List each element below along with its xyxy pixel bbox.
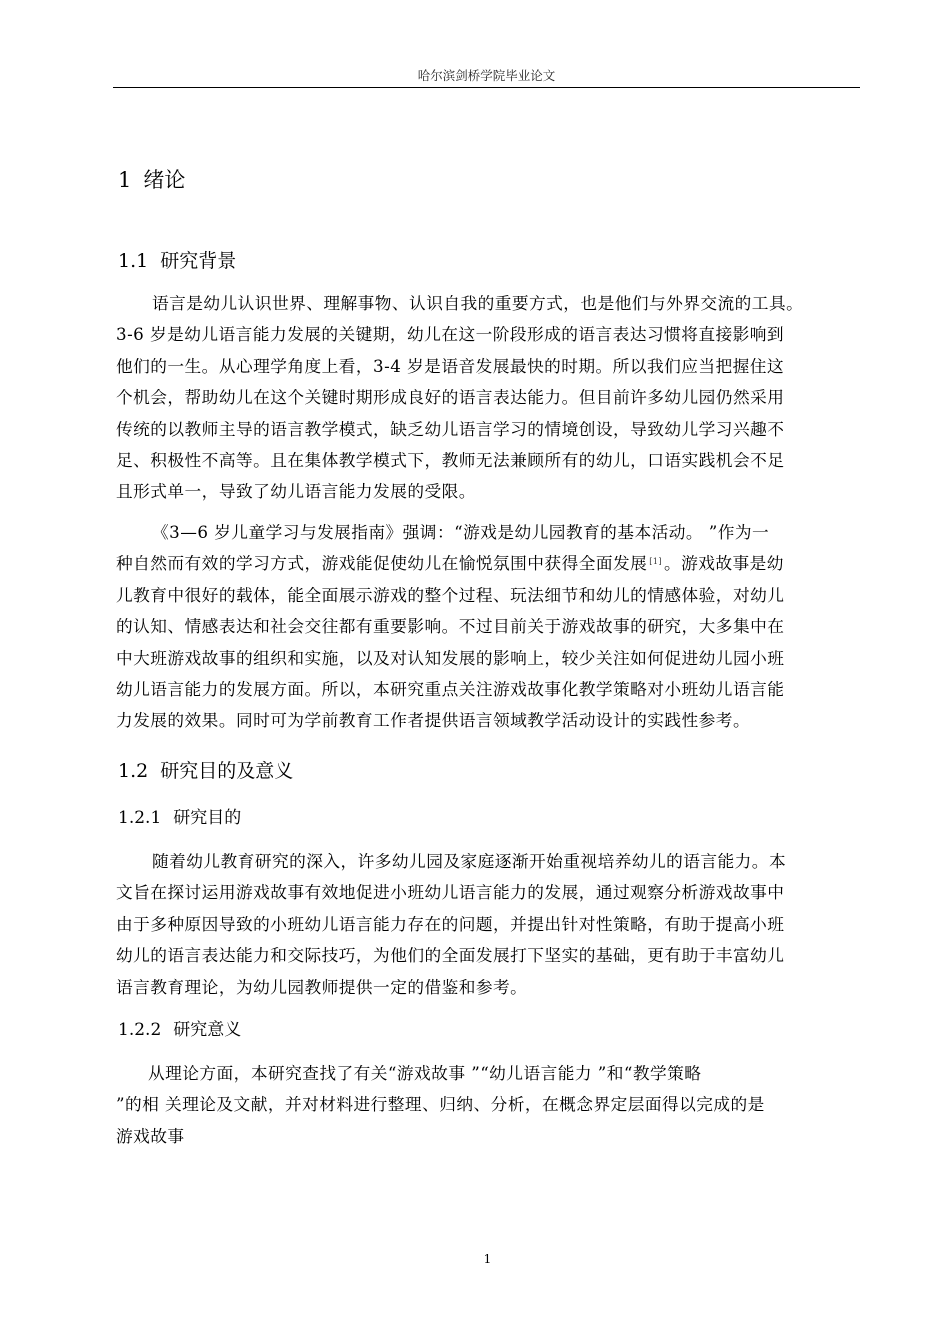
text-line: 随着幼儿教育研究的深入，许多幼儿园及家庭逐渐开始重视培养幼儿的语言能力。本 <box>152 851 787 871</box>
running-header: 哈尔滨剑桥学院毕业论文 <box>417 68 556 83</box>
section-number: 1.1 <box>118 250 149 272</box>
section-title: 研究背景 <box>160 250 237 272</box>
text-line: 的认知、情感表达和社会交往都有重要影响。不过目前关于游戏故事的研究，大多集中在 <box>116 616 785 637</box>
section-title: 研究目的及意义 <box>160 760 294 782</box>
section-heading-background <box>118 248 236 274</box>
subsection-heading-meaning <box>118 1018 241 1042</box>
page-number: 1 <box>483 1252 492 1266</box>
chapter-title: 绪论 <box>143 168 186 192</box>
text-line: 传统的以教师主导的语言教学模式，缺乏幼儿语言学习的情境创设，导致幼儿学习兴趣不 <box>116 418 785 439</box>
citation-marker: [1] <box>649 557 662 567</box>
text-line: 语言教育理论，为幼儿园教师提供一定的借鉴和参考。 <box>116 976 528 997</box>
text-line: ”的相 关理论及文献，并对材料进行整理、归纳、分析，在概念界定层面得以完成的是 <box>116 1094 765 1115</box>
text-line-with-citation <box>116 548 866 579</box>
text-line: 3-6 岁是幼儿语言能力发展的关键期，幼儿在这一阶段形成的语言表达习惯将直接影响到 <box>116 324 785 345</box>
text-line: 儿教育中很好的载体，能全面展示游戏的整个过程、玩法细节和幼儿的情感体验，对幼儿 <box>116 584 785 605</box>
text-line: 从理论方面，本研究查找了有关“游戏故事 ”“幼儿语言能力 ”和“教学策略 <box>148 1063 702 1083</box>
text-line: 幼儿的语言表达能力和交际技巧，为他们的全面发展打下坚实的基础，更有助于丰富幼儿 <box>116 945 785 966</box>
subsection-heading-goal <box>118 806 241 830</box>
text-line: 幼儿语言能力的发展方面。所以，本研究重点关注游戏故事化教学策略对小班幼儿语言能 <box>116 679 785 700</box>
text-line: 足、积极性不高等。且在集体教学模式下，教师无法兼顾所有的幼儿，口语实践机会不足 <box>116 450 785 471</box>
text-line: 由于多种原因导致的小班幼儿语言能力存在的问题，并提出针对性策略，有助于提高小班 <box>116 913 785 934</box>
header-divider <box>113 87 860 88</box>
chapter-number: 1 <box>118 168 132 192</box>
text-line: 力发展的效果。同时可为学前教育工作者提供语言领域教学活动设计的实践性参考。 <box>116 710 751 731</box>
paragraph-background-1 <box>116 288 866 508</box>
subsection-title: 研究目的 <box>173 808 242 828</box>
text-line: 个机会，帮助幼儿在这个关键时期形成良好的语言表达能力。但目前许多幼儿园仍然采用 <box>116 387 785 408</box>
text-line: 游戏故事 <box>116 1125 185 1146</box>
text-line: 中大班游戏故事的组织和实施，以及对认知发展的影响上，较少关注如何促进幼儿园小班 <box>116 647 785 668</box>
paragraph-meaning <box>116 1058 866 1152</box>
text-line: 且形式单一，导致了幼儿语言能力发展的受限。 <box>116 481 476 502</box>
text-segment: 。游戏故事是幼 <box>663 553 784 574</box>
chapter-heading <box>118 166 185 194</box>
paragraph-goal <box>116 846 866 1003</box>
text-line: 《3—6 岁儿童学习与发展指南》强调：“游戏是幼儿园教育的基本活动。 ”作为一 <box>152 522 770 542</box>
section-number: 1.2 <box>118 760 149 782</box>
subsection-title: 研究意义 <box>173 1020 242 1040</box>
subsection-number: 1.2.2 <box>118 1020 162 1040</box>
paragraph-background-2 <box>116 517 866 737</box>
text-line: 文旨在探讨运用游戏故事有效地促进小班幼儿语言能力的发展，通过观察分析游戏故事中 <box>116 882 785 903</box>
text-line: 语言是幼儿认识世界、理解事物、认识自我的重要方式，也是他们与外界交流的工具。 <box>152 293 804 313</box>
section-heading-purpose <box>118 758 293 784</box>
text-line: 他们的一生。从心理学角度上看，3-4 岁是语音发展最快的时期。所以我们应当把握住这 <box>116 355 785 376</box>
text-segment: 种自然而有效的学习方式，游戏能促使幼儿在愉悦氛围中获得全面发展 <box>116 553 648 574</box>
subsection-number: 1.2.1 <box>118 808 162 828</box>
